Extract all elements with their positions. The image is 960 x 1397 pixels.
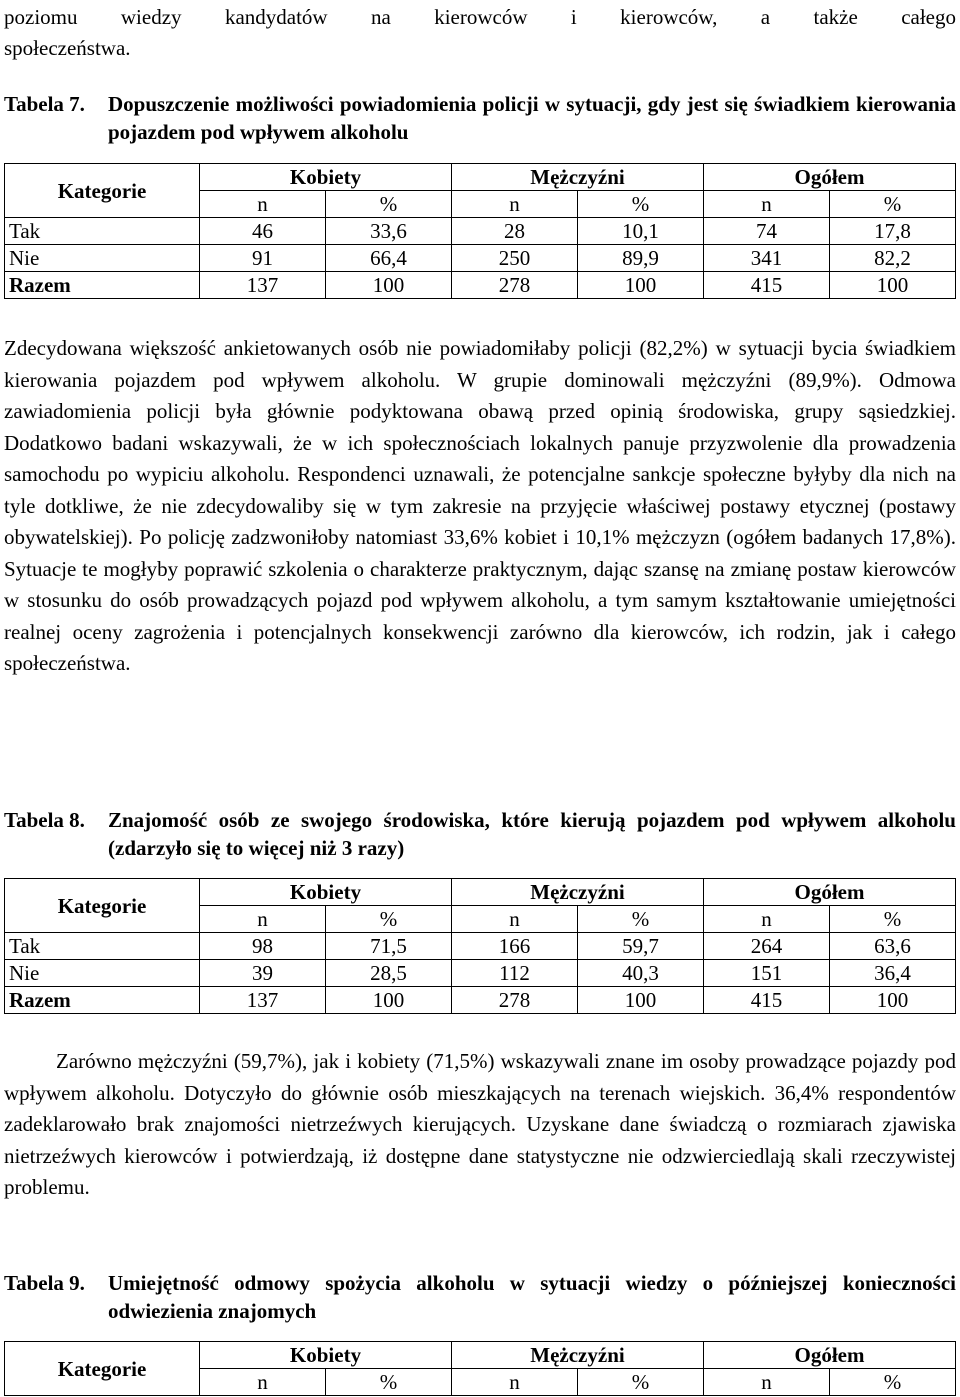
table-cell: 98 xyxy=(200,933,326,960)
table-7-number: Tabela 7. xyxy=(4,92,85,116)
table-row xyxy=(5,245,956,272)
table-8-sub-header: % xyxy=(326,906,452,933)
table-9-sub-header: % xyxy=(578,1369,704,1396)
table-7-group-total: Ogółem xyxy=(704,164,956,191)
table-row xyxy=(5,960,956,987)
intro-line-1: poziomu wiedzy kandydatów na kierowców i kierowców, a także całego xyxy=(4,5,956,29)
table-9-sub-header: n xyxy=(452,1369,578,1396)
table-cell: 100 xyxy=(578,987,704,1014)
table-8-caption xyxy=(4,806,956,862)
row-label: Razem xyxy=(5,272,200,299)
table-8-number: Tabela 8. xyxy=(4,808,85,832)
table-row xyxy=(5,933,956,960)
table-cell: 40,3 xyxy=(578,960,704,987)
table-7-caption xyxy=(4,90,956,146)
row-label: Tak xyxy=(5,933,200,960)
table-cell: 89,9 xyxy=(578,245,704,272)
table-cell: 166 xyxy=(452,933,578,960)
table-cell: 100 xyxy=(830,987,956,1014)
table-row-total xyxy=(5,987,956,1014)
table-8 xyxy=(4,878,956,1014)
row-label: Razem xyxy=(5,987,200,1014)
row-label: Nie xyxy=(5,960,200,987)
table-7-sub-header: % xyxy=(830,191,956,218)
table-8-sub-header: n xyxy=(704,906,830,933)
row-label: Tak xyxy=(5,218,200,245)
table-row-total xyxy=(5,272,956,299)
paragraph-2: Zarówno mężczyźni (59,7%), jak i kobiety (71,5%) wskazywali znane im osoby prowadzące pojazdy pod wpływem alkoholu. Dotyczyło do głównie osób mieszkających na terenach wiejskich. 36,4% respondentów zadeklarowało brak znajomości nietrzeźwych kierujących. Uzyskane dane świadczą o rozmiarach zjawiska nietrzeźwych kierowców i potwierdzają, iż dostępne dane statystyczne nie odzwierciedlają skali rzeczywistej problemu. xyxy=(4,1049,956,1199)
table-9-sub-header: % xyxy=(326,1369,452,1396)
table-7-title: Dopuszczenie możliwości powiadomienia policji w sytuacji, gdy jest się świadkiem kierowania pojazdem pod wpływem alkoholu xyxy=(108,92,956,144)
table-7-sub-header: n xyxy=(452,191,578,218)
row-label: Nie xyxy=(5,245,200,272)
table-cell: 39 xyxy=(200,960,326,987)
table-9-caption xyxy=(4,1269,956,1325)
table-9-sub-header: % xyxy=(830,1369,956,1396)
table-cell: 100 xyxy=(326,272,452,299)
table-cell: 341 xyxy=(704,245,830,272)
table-7-group-men: Mężczyźni xyxy=(452,164,704,191)
table-cell: 137 xyxy=(200,987,326,1014)
table-cell: 415 xyxy=(704,272,830,299)
table-7-group-women: Kobiety xyxy=(200,164,452,191)
table-8-sub-header: n xyxy=(200,906,326,933)
paragraph-1: Zdecydowana większość ankietowanych osób nie powiadomiłaby policji (82,2%) w sytuacji bycia świadkiem kierowania pojazdem pod wpływem alkoholu. W grupie dominowali mężczyźni (89,9%). Odmowa zawiadomienia policji była głównie podyktowana obawą przed opinią środowiska, grupy sąsiedzkiej. Dodatkowo badani wskazywali, że w ich społecznościach lokalnych panuje przyzwolenie dla prowadzenia samochodu po wypiciu alkoholu. Respondenci uznawali, że potencjalne sankcje społeczne byłyby dla nich na tyle dotkliwe, że nie zdecydowaliby się w tym zakresie na przyjęcie właściwej postawy etycznej (postawy obywatelskiej). Po policję zadzwoniłoby natomiast 33,6% kobiet i 10,1% mężczyzn (ogółem badanych 17,8%). Sytuacje te mogłyby poprawić szkolenia o charakterze praktycznym, dając szansę na zmianę postaw kierowców w stosunku do osób prowadzących pojazd pod wpływem alkoholu, a tym samym kształtowanie umiejętności realnej oceny zagrożenia i potencjalnych konsekwencji zarówno dla kierowców, ich rodzin, jak i całego społeczeństwa. xyxy=(4,336,956,675)
table-cell: 82,2 xyxy=(830,245,956,272)
table-cell: 63,6 xyxy=(830,933,956,960)
table-9-group-total: Ogółem xyxy=(704,1342,956,1369)
table-8-sub-header: % xyxy=(830,906,956,933)
table-cell: 28,5 xyxy=(326,960,452,987)
table-cell: 415 xyxy=(704,987,830,1014)
table-cell: 36,4 xyxy=(830,960,956,987)
table-cell: 100 xyxy=(578,272,704,299)
table-row xyxy=(5,218,956,245)
table-cell: 33,6 xyxy=(326,218,452,245)
table-cell: 137 xyxy=(200,272,326,299)
table-cell: 278 xyxy=(452,987,578,1014)
table-cell: 28 xyxy=(452,218,578,245)
table-8-group-men: Mężczyźni xyxy=(452,879,704,906)
table-8-sub-header: n xyxy=(452,906,578,933)
intro-line-2: społeczeństwa. xyxy=(4,36,131,60)
table-cell: 91 xyxy=(200,245,326,272)
table-9-number: Tabela 9. xyxy=(4,1271,85,1295)
table-7-sub-header: n xyxy=(704,191,830,218)
table-9-sub-header: n xyxy=(200,1369,326,1396)
table-cell: 17,8 xyxy=(830,218,956,245)
table-8-group-women: Kobiety xyxy=(200,879,452,906)
table-cell: 74 xyxy=(704,218,830,245)
table-cell: 46 xyxy=(200,218,326,245)
table-cell: 66,4 xyxy=(326,245,452,272)
table-cell: 100 xyxy=(830,272,956,299)
table-9-title: Umiejętność odmowy spożycia alkoholu w sytuacji wiedzy o późniejszej konieczności odwiezienia znajomych xyxy=(108,1271,956,1323)
table-9-category-header: Kategorie xyxy=(5,1342,200,1396)
table-cell: 250 xyxy=(452,245,578,272)
table-cell: 71,5 xyxy=(326,933,452,960)
table-8-group-total: Ogółem xyxy=(704,879,956,906)
table-9-sub-header: n xyxy=(704,1369,830,1396)
table-7-sub-header: % xyxy=(326,191,452,218)
table-7 xyxy=(4,163,956,299)
table-8-title: Znajomość osób ze swojego środowiska, które kierują pojazdem pod wpływem alkoholu (zdarzyło się to więcej niż 3 razy) xyxy=(108,808,956,860)
table-7-category-header: Kategorie xyxy=(5,164,200,218)
table-cell: 264 xyxy=(704,933,830,960)
table-9-group-men: Mężczyźni xyxy=(452,1342,704,1369)
table-8-category-header: Kategorie xyxy=(5,879,200,933)
table-cell: 278 xyxy=(452,272,578,299)
table-8-sub-header: % xyxy=(578,906,704,933)
table-cell: 59,7 xyxy=(578,933,704,960)
table-7-sub-header: n xyxy=(200,191,326,218)
table-7-sub-header: % xyxy=(578,191,704,218)
table-cell: 151 xyxy=(704,960,830,987)
table-cell: 100 xyxy=(326,987,452,1014)
table-9 xyxy=(4,1341,956,1396)
table-9-group-women: Kobiety xyxy=(200,1342,452,1369)
table-cell: 10,1 xyxy=(578,218,704,245)
table-cell: 112 xyxy=(452,960,578,987)
